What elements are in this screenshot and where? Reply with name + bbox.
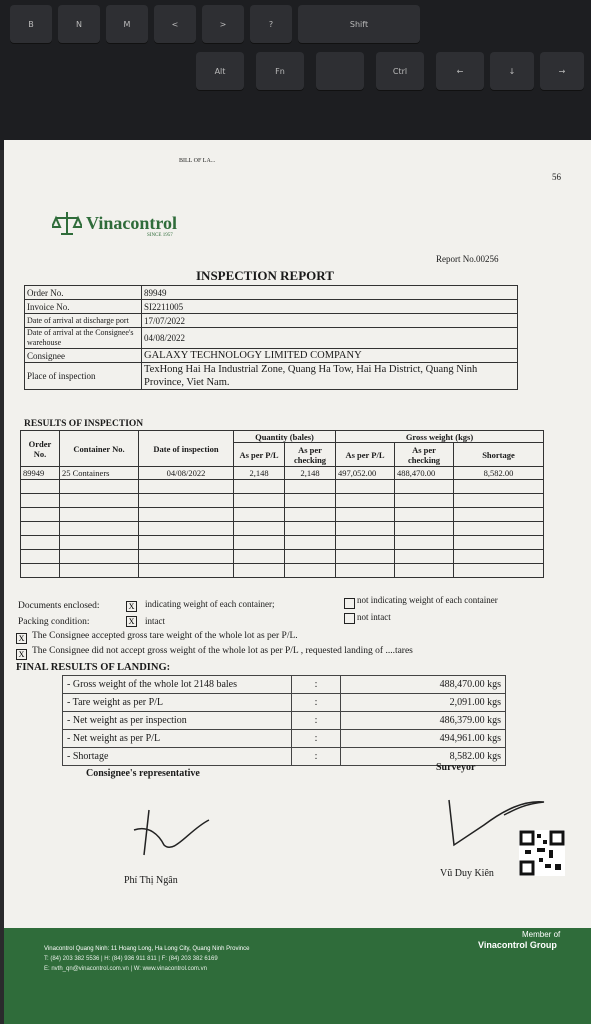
empty-row xyxy=(21,550,544,564)
col-order: Order No. xyxy=(21,431,60,467)
empty-row xyxy=(21,564,544,578)
footer-group: Vinacontrol Group xyxy=(478,940,557,950)
accept-checkbox-2: X xyxy=(16,649,27,660)
pack-checkbox-empty xyxy=(344,613,355,624)
header-label: Place of inspection xyxy=(25,363,142,390)
packing-label: Packing condition: xyxy=(18,617,90,627)
final-label: Gross weight of the whole lot 2148 bales xyxy=(72,679,237,690)
final-value: 486,379.00 xyxy=(439,715,485,726)
cell-date: 04/08/2022 xyxy=(139,467,234,480)
empty-row xyxy=(21,494,544,508)
logo-text: Vinacontrol xyxy=(86,213,178,233)
col-qty-pl: As per P/L xyxy=(234,443,285,467)
key-right: → xyxy=(540,52,584,90)
vinacontrol-logo xyxy=(52,210,178,243)
empty-row xyxy=(21,536,544,550)
cell-qty-pl: 2,148 xyxy=(234,467,285,480)
header-value: 17/07/2022 xyxy=(142,314,518,328)
empty-row xyxy=(21,508,544,522)
cell-qty-check: 2,148 xyxy=(285,467,336,480)
final-value: 2,091.00 xyxy=(449,697,485,708)
key-b: B xyxy=(10,5,52,43)
header-row xyxy=(25,363,518,390)
final-label: Shortage xyxy=(72,751,109,762)
final-unit: kgs xyxy=(487,715,501,726)
final-value: 488,470.00 xyxy=(439,679,485,690)
header-value: 04/08/2022 xyxy=(142,328,518,349)
surveyor-label: Surveyor xyxy=(436,762,476,773)
footer-email: E: nvth_qn@vinacontrol.com.vn | W: www.vinacontrol.com.vn xyxy=(44,966,207,972)
signer-right-name: Vũ Duy Kiên xyxy=(440,868,494,879)
header-label: Date of arrival at discharge port xyxy=(25,314,142,328)
col-shortage: Shortage xyxy=(454,443,544,467)
report-title: INSPECTION REPORT xyxy=(196,268,334,283)
col-container: Container No. xyxy=(60,431,139,467)
key-n: N xyxy=(58,5,100,43)
scales-icon xyxy=(52,210,82,238)
pack-option-1: intact xyxy=(145,616,165,626)
report-number: Report No.00256 xyxy=(436,254,499,264)
accept-statement-1: The Consignee accepted gross tare weight of the whole lot as per P/L. xyxy=(32,631,298,641)
consignee-representative: Consignee's representative xyxy=(86,768,200,779)
key-m: M xyxy=(106,5,148,43)
key-alt: Alt xyxy=(196,52,244,90)
documents-label: Documents enclosed: xyxy=(18,601,100,611)
header-value: TexHong Hai Ha Industrial Zone, Quang Ha Tow, Hai Ha District, Quang Ninh Province, Viet Nam. xyxy=(142,363,518,390)
keyboard xyxy=(0,0,591,150)
cell-gross-check: 488,470.00 xyxy=(395,467,454,480)
footer-address: Vinacontrol Quang Ninh: 11 Hoang Long, Ha Long City, Quang Ninh Province xyxy=(44,946,250,952)
footer-band xyxy=(4,928,591,1024)
pack-checkbox-checked: X xyxy=(126,616,137,627)
cell-container: 25 Containers xyxy=(60,467,139,480)
final-label: Tare weight as per P/L xyxy=(72,697,164,708)
docs-checkbox-empty xyxy=(344,598,355,609)
accept-statement-2: The Consignee did not accept gross weight of the whole lot as per P/L , requested landing of ....tares xyxy=(32,646,413,656)
pack-option-2: not intact xyxy=(357,612,391,622)
header-row xyxy=(25,314,518,328)
final-unit: kgs xyxy=(487,697,501,708)
key-slash: ? xyxy=(250,5,292,43)
key-comma: < xyxy=(154,5,196,43)
key-down: ↓ xyxy=(490,52,534,90)
header-row xyxy=(25,286,518,300)
empty-row xyxy=(21,522,544,536)
col-date: Date of inspection xyxy=(139,431,234,467)
header-label: Invoice No. xyxy=(25,300,142,314)
table-row xyxy=(21,467,544,480)
signature-left xyxy=(129,800,219,860)
final-unit: kgs xyxy=(487,733,501,744)
final-row: - Shortage : 8,582.00 kgs xyxy=(63,748,506,766)
key-fn: Fn xyxy=(256,52,304,90)
top-header-text: BILL OF LA... xyxy=(179,158,216,164)
cell-gross-pl: 497,052.00 xyxy=(336,467,395,480)
final-row: - Net weight as per P/L : 494,961.00 kgs xyxy=(63,730,506,748)
empty-row xyxy=(21,480,544,494)
col-gross-check: As per checking xyxy=(395,443,454,467)
key-ctrl: Ctrl xyxy=(376,52,424,90)
col-quantity: Quantity (bales) xyxy=(234,431,336,443)
final-results-table xyxy=(62,675,506,766)
results-table xyxy=(20,430,544,578)
inspection-report-page xyxy=(4,140,591,1024)
docs-checkbox-checked: X xyxy=(126,601,137,612)
final-row: - Tare weight as per P/L : 2,091.00 kgs xyxy=(63,694,506,712)
qr-code-icon xyxy=(519,830,565,876)
key-shift: Shift xyxy=(298,5,420,43)
cell-shortage: 8,582.00 xyxy=(454,467,544,480)
header-value: GALAXY TECHNOLOGY LIMITED COMPANY xyxy=(142,349,518,363)
key-menu xyxy=(316,52,364,90)
accept-checkbox-1: X xyxy=(16,633,27,644)
key-period: > xyxy=(202,5,244,43)
header-label: Consignee xyxy=(25,349,142,363)
col-gross: Gross weight (kgs) xyxy=(336,431,544,443)
header-value: 89949 xyxy=(142,286,518,300)
final-results-title: FINAL RESULTS OF LANDING: xyxy=(16,662,171,673)
footer-member: Member of xyxy=(522,930,561,939)
footer-phone: T: (84) 203 382 5536 | H: (84) 936 911 811 | F: (84) 203 382 6169 xyxy=(44,956,218,962)
col-qty-check: As per checking xyxy=(285,443,336,467)
logo-since: SINCE 1957 xyxy=(147,233,173,238)
header-row xyxy=(25,300,518,314)
key-left: ← xyxy=(436,52,484,90)
cell-order: 89949 xyxy=(21,467,60,480)
page-number: 56 xyxy=(552,172,561,182)
final-row: - Net weight as per inspection : 486,379.00 kgs xyxy=(63,712,506,730)
header-row xyxy=(25,328,518,349)
header-value: SI2211005 xyxy=(142,300,518,314)
signer-left-name: Phí Thị Ngân xyxy=(124,875,178,886)
final-unit: kgs xyxy=(487,679,501,690)
docs-option-2: not indicating weight of each container xyxy=(357,595,498,605)
header-info-table xyxy=(24,285,518,390)
results-title: RESULTS OF INSPECTION xyxy=(24,419,144,429)
header-label: Date of arrival at the Consignee's warehouse xyxy=(25,328,142,349)
final-label: Net weight as per inspection xyxy=(72,715,187,726)
final-label: Net weight as per P/L xyxy=(72,733,161,744)
header-label: Order No. xyxy=(25,286,142,300)
final-value: 494,961.00 xyxy=(439,733,485,744)
final-value: 8,582.00 xyxy=(449,751,485,762)
final-row: - Gross weight of the whole lot 2148 bales : 488,470.00 kgs xyxy=(63,676,506,694)
docs-option-1: indicating weight of each container; xyxy=(145,599,275,609)
header-row xyxy=(25,349,518,363)
final-unit: kgs xyxy=(487,751,501,762)
col-gross-pl: As per P/L xyxy=(336,443,395,467)
